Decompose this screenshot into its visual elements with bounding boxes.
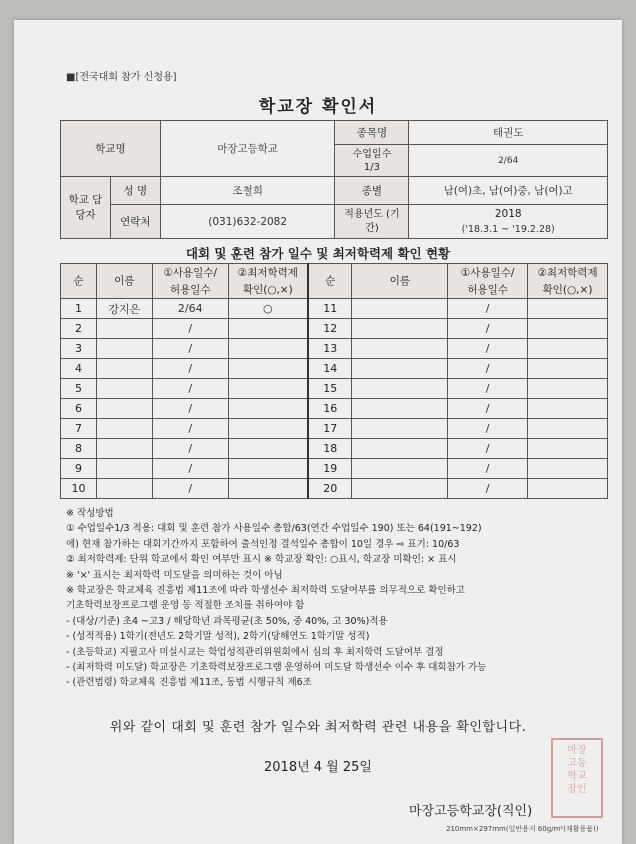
year-label: 적용년도 (기간) <box>335 205 409 239</box>
row-min-check <box>228 459 308 479</box>
row-min-check <box>228 399 308 419</box>
row-name-2 <box>352 319 448 339</box>
table-row <box>61 359 608 379</box>
row-min-check <box>228 419 308 439</box>
table-row <box>61 439 608 459</box>
row-days-2: / <box>448 299 528 319</box>
row-name-2 <box>352 379 448 399</box>
school-name-value: 마장고등학교 <box>160 121 335 177</box>
header-days-line2: 허용일수 <box>152 281 228 299</box>
row-name <box>96 339 152 359</box>
row-name-2 <box>352 419 448 439</box>
row-no-2: 20 <box>308 479 352 499</box>
table-row <box>61 339 608 359</box>
row-name <box>96 319 152 339</box>
section-title: 대회 및 훈련 참가 일수 및 최저학력제 확인 현황 <box>185 246 451 261</box>
row-min-check-2 <box>528 439 608 459</box>
table-row <box>61 299 608 319</box>
row-min-check-2 <box>528 379 608 399</box>
header-no-2: 순 <box>308 264 352 299</box>
row-min-check-2 <box>528 399 608 419</box>
row-no-2: 16 <box>308 399 352 419</box>
participation-rows <box>61 299 608 499</box>
header-min-line1: ②최저학력제 <box>228 264 308 282</box>
official-seal: 마장 고등 학교 장인 <box>551 738 603 818</box>
participation-table <box>60 263 608 499</box>
row-min-check <box>228 379 308 399</box>
row-name-2 <box>352 299 448 319</box>
note-line: - (대상/기준) 초4 ~고3 / 해당학년 과목평균(초 50%, 중 40%, 고 30%)적용 <box>66 615 388 627</box>
class-days-label: 수업일수 1/3 <box>335 145 409 177</box>
manager-name-value: 조철희 <box>160 177 335 205</box>
row-days-2: / <box>448 319 528 339</box>
header-min-line2: 확인(○,×) <box>228 281 308 299</box>
header-name: 이름 <box>96 264 152 299</box>
contact-value: (031)632-2082 <box>160 205 335 239</box>
row-name <box>96 399 152 419</box>
row-name <box>96 419 152 439</box>
row-days: 2/64 <box>152 299 228 319</box>
page-title: 학교장 확인서 <box>258 97 378 117</box>
row-days: / <box>152 459 228 479</box>
row-no: 3 <box>61 339 97 359</box>
note-line: - (성적적용) 1학기(전년도 2학기말 성적), 2학기(당해연도 1학기말 성적) <box>66 631 370 643</box>
form-type-label: ■[전국대회 참가 신청용] <box>66 72 177 83</box>
row-days: / <box>152 319 228 339</box>
row-min-check <box>228 339 308 359</box>
row-min-check-2 <box>528 319 608 339</box>
header-min-line1-2: ②최저학력제 <box>528 264 608 282</box>
header-days-line1-2: ①사용일수/ <box>448 264 528 282</box>
row-days: / <box>152 339 228 359</box>
note-line: 기초학력보장프로그램 운영 등 적절한 조치를 취하여야 함 <box>66 600 305 612</box>
row-name-2 <box>352 399 448 419</box>
document-page <box>14 20 622 844</box>
row-days: / <box>152 419 228 439</box>
row-days: / <box>152 479 228 499</box>
row-days-2: / <box>448 379 528 399</box>
row-no: 6 <box>61 399 97 419</box>
row-name <box>96 459 152 479</box>
row-days-2: / <box>448 479 528 499</box>
row-no-2: 17 <box>308 419 352 439</box>
row-name <box>96 479 152 499</box>
row-no: 2 <box>61 319 97 339</box>
principal-signature: 마장고등학교장(직인) <box>409 804 533 819</box>
row-no: 9 <box>61 459 97 479</box>
contact-label: 연락처 <box>110 205 160 239</box>
row-no-2: 14 <box>308 359 352 379</box>
table-row <box>61 459 608 479</box>
row-days-2: / <box>448 399 528 419</box>
row-min-check <box>228 319 308 339</box>
row-no: 1 <box>61 299 97 319</box>
header-min-line2-2: 확인(○,×) <box>528 281 608 299</box>
row-name-2 <box>352 439 448 459</box>
row-days-2: / <box>448 459 528 479</box>
note-line: ※ '×' 표시는 최저학력 미도달을 의미하는 것이 아님 <box>66 569 283 581</box>
gender-label: 종별 <box>335 177 409 205</box>
manager-label: 학교 담당자 <box>61 177 111 239</box>
row-no: 10 <box>61 479 97 499</box>
row-no: 5 <box>61 379 97 399</box>
row-min-check-2 <box>528 479 608 499</box>
row-name <box>96 439 152 459</box>
row-min-check-2 <box>528 359 608 379</box>
manager-name-label: 성 명 <box>110 177 160 205</box>
row-no-2: 11 <box>308 299 352 319</box>
note-line: ※ 학교장은 학교체육 진흥법 제11조에 따라 학생선수 최저학력 도달여부를 의무적으로 확인하고 <box>66 585 465 597</box>
row-name <box>96 359 152 379</box>
row-name-2 <box>352 479 448 499</box>
confirmation-statement: 위와 같이 대회 및 훈련 참가 일수와 최저학력 관련 내용을 확인합니다. <box>109 720 527 735</box>
header-days-line1: ①사용일수/ <box>152 264 228 282</box>
gender-value: 남(여)초, 남(여)중, 남(여)고 <box>409 177 608 205</box>
table-row <box>61 419 608 439</box>
header-days-line2-2: 허용일수 <box>448 281 528 299</box>
row-min-check <box>228 479 308 499</box>
row-min-check: ○ <box>228 299 308 319</box>
note-line: - (초등학교) 지필고사 미실시교는 학업성적관리위원회에서 심의 후 최저학력 도달여부 결정 <box>66 646 444 658</box>
row-min-check-2 <box>528 339 608 359</box>
note-line: ※ 작성방법 <box>66 508 114 519</box>
year-value: 2018 <box>494 207 522 220</box>
row-days-2: / <box>448 359 528 379</box>
row-days: / <box>152 399 228 419</box>
issue-date: 2018년 4 월 25일 <box>264 760 372 775</box>
row-name-2 <box>352 459 448 479</box>
note-line: ② 최저학력제: 단위 학교에서 확인 여부만 표시 ※ 학교장 확인: ○표시, 학교장 미확인: × 표시 <box>66 554 457 566</box>
year-cell <box>409 205 608 239</box>
row-min-check-2 <box>528 299 608 319</box>
row-name-2 <box>352 339 448 359</box>
row-no-2: 18 <box>308 439 352 459</box>
row-no-2: 19 <box>308 459 352 479</box>
paper-spec-footer: 210mm×297mm(일반용지 60g/m²(재활용품)) <box>446 825 599 833</box>
note-line: ① 수업일수1/3 적용: 대회 및 훈련 참가 사용일수 총합/63(연간 수업일수 190) 또는 64(191~192) <box>66 523 482 535</box>
table-row <box>61 379 608 399</box>
row-name: 강지은 <box>96 299 152 319</box>
note-line: 에) 현재 참가하는 대회기간까지 포함하여 출석인정 결석일수 총합이 10일 경우 ⇨ 표기: 10/63 <box>66 538 460 550</box>
header-name-2: 이름 <box>352 264 448 299</box>
year-period: ('18.3.1 ~ '19.2.28) <box>461 223 555 235</box>
row-days: / <box>152 379 228 399</box>
row-name-2 <box>352 359 448 379</box>
row-no: 4 <box>61 359 97 379</box>
row-min-check <box>228 359 308 379</box>
row-min-check-2 <box>528 459 608 479</box>
table-row <box>61 479 608 499</box>
row-no-2: 15 <box>308 379 352 399</box>
table-row <box>61 399 608 419</box>
row-min-check-2 <box>528 419 608 439</box>
event-value: 태권도 <box>409 121 608 145</box>
row-days-2: / <box>448 419 528 439</box>
note-line: - (관련법령) 학교체육 진흥법 제11조, 동법 시행규칙 제6조 <box>66 677 312 689</box>
school-info-table <box>60 120 608 239</box>
school-name-label: 학교명 <box>61 121 161 177</box>
row-no-2: 13 <box>308 339 352 359</box>
row-no-2: 12 <box>308 319 352 339</box>
row-days-2: / <box>448 439 528 459</box>
row-days-2: / <box>448 339 528 359</box>
row-days: / <box>152 439 228 459</box>
class-days-value: 2/64 <box>409 145 608 177</box>
row-name <box>96 379 152 399</box>
row-days: / <box>152 359 228 379</box>
row-min-check <box>228 439 308 459</box>
note-line: - (최저학력 미도달) 학교장은 기초학력보장프로그램 운영하여 미도달 학생선수 이수 후 대회참가 가능 <box>66 662 487 674</box>
header-no: 순 <box>61 264 97 299</box>
row-no: 7 <box>61 419 97 439</box>
instructions-notes <box>66 506 606 691</box>
event-label: 종목명 <box>335 121 409 145</box>
row-no: 8 <box>61 439 97 459</box>
table-row <box>61 319 608 339</box>
